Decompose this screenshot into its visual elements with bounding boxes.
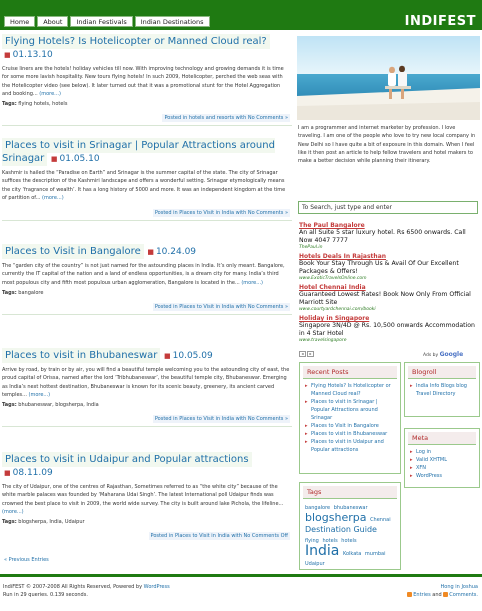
category-link[interactable]: Places to Visit in India — [179, 210, 235, 217]
tag-link[interactable]: hotels — [341, 538, 357, 544]
posted-in-label: Posted in — [154, 303, 178, 310]
ad-prev-icon[interactable]: ◂ — [299, 351, 306, 357]
meta-link-xhtml[interactable]: ▸ Valid XHTML — [410, 456, 474, 464]
recent-post-link[interactable]: ▸ Flying Hotels? Is Hotelicopter or Manned Cloud real? — [305, 382, 395, 398]
tags-widget — [299, 482, 401, 570]
recent-post-link[interactable]: ▸ Places to visit in Udaipur and Popular attractions — [305, 438, 395, 454]
ad-next-icon[interactable]: ▸ — [307, 351, 314, 357]
post-date-text: 10.05.09 — [172, 351, 213, 361]
about-text: I am a programmer and internet marketer by profession. I love traveling. I am one of the people who love to try new local company in New Delhi so I have quite a bit of exposure in this domain. When I feel like it then post an article to help fellow travelers and hotel makers to make a better decision while planning their itinerary. — [298, 125, 476, 165]
meta-widget — [404, 428, 480, 488]
ad-text: An all Suite 5 star luxury hotel. Rs 6500 onwards. Call Now 4047 7777 — [299, 229, 466, 244]
read-more-link[interactable]: (more...) — [42, 194, 64, 201]
site-title[interactable]: INDIFEST — [404, 14, 476, 29]
tag-link[interactable]: mumbai — [364, 551, 386, 557]
post-meta — [2, 208, 292, 218]
posts-column — [2, 36, 292, 572]
ad-text: Guaranteed Lowest Rates! Book Now Only From Official Marriott Site — [299, 291, 471, 306]
previous-entries-link[interactable]: « Previous Entries — [4, 557, 49, 563]
with-label: with — [235, 303, 247, 310]
read-more-link[interactable]: (more...) — [2, 508, 24, 515]
ads-by-label: Ads by — [423, 353, 439, 358]
footer-credits — [3, 583, 170, 599]
recent-post-link[interactable]: ▸ Places to Visit in Bangalore — [305, 422, 395, 430]
ad-item[interactable] — [299, 284, 479, 312]
ads-by-google[interactable] — [423, 351, 463, 358]
post-title-link[interactable]: Places to visit in Srinagar | Popular Attractions around Srinagar — [2, 140, 275, 164]
ad-url[interactable]: www.ExoticTravelsOnline.com — [299, 276, 367, 281]
category-link[interactable]: Places to Visit in India — [179, 303, 235, 310]
comments-link[interactable]: No Comments Off — [243, 533, 288, 540]
post — [2, 36, 292, 132]
ad-url[interactable]: ThePaul.in — [299, 245, 323, 250]
tag-link[interactable]: Destination Guide — [305, 525, 377, 534]
post-meta — [2, 302, 292, 312]
post-title-link[interactable]: Places to visit in Bhubaneswar — [2, 348, 160, 363]
tag-link[interactable]: Kolkata — [342, 551, 362, 557]
post-excerpt-text: The city of Udaipur, one of the centres of Rajasthan, Sometimes referred to as “the white city” because of the white marble palaces was founded by ‘Maharana Udai Singh’. The latest International poll Udaipur finds was crowned the best place to visit in 2009, the world wide survey. The city is built around lake Pichola, the lifeline... — [2, 484, 284, 507]
search-input[interactable] — [298, 201, 478, 214]
tag-link[interactable]: Chennai — [370, 517, 391, 523]
nav-tabs — [4, 16, 210, 27]
comments-link[interactable]: No Comments » — [247, 210, 288, 217]
tag-link[interactable]: flying — [305, 538, 319, 544]
meta-link-xfn[interactable]: ▸ XFN — [410, 464, 474, 472]
post-date-text: 01.05.10 — [59, 154, 100, 164]
post — [2, 350, 292, 446]
tags-label: Tags: — [2, 289, 17, 296]
ad-text: Singapore 3N/4D @ Rs. 10,500 onwards Accommodation in 4 Star Hotel — [299, 322, 475, 337]
divider — [2, 220, 292, 221]
ad-title-link[interactable]: Hotels Deals In Rajasthan — [299, 253, 387, 260]
divider — [2, 125, 292, 126]
theme-credit-link[interactable]: Hong in Joshua — [440, 584, 478, 590]
comments-link[interactable]: No Comments » — [247, 303, 288, 310]
post-date-text: 08.11.09 — [12, 468, 53, 478]
tag-link[interactable]: bhubaneswar — [333, 505, 368, 511]
read-more-link[interactable]: (more...) — [28, 391, 51, 398]
ad-item[interactable] — [299, 222, 479, 250]
header-photo — [297, 36, 480, 120]
post-tags — [2, 402, 292, 408]
recent-post-link[interactable]: ▸ Places to visit in Bhubaneswar — [305, 430, 395, 438]
post-excerpt-text: Kashmir is hailed the “Paradise on Earth” and Srinagar is the summer capital of the state. The city of Srinagar suffices the description of the Kashmiri landscape and offers a wonderful setting. Srinagar etymologically means the city ‘fragrance of wealth’. It has a long history of 5000 and more. It was an independent kingdom at the time of partition of... — [2, 170, 286, 201]
entries-rss-link[interactable]: Entries — [413, 592, 431, 598]
with-label: with — [235, 115, 247, 122]
tag-cloud — [300, 501, 400, 571]
post-excerpt — [2, 366, 292, 399]
posted-in-label: Posted in — [154, 210, 178, 217]
tags-label: Tags: — [2, 402, 17, 409]
category-link[interactable]: Places to Visit in India — [179, 416, 235, 423]
post — [2, 140, 292, 238]
tags-label: Tags: — [2, 519, 17, 526]
tag-link[interactable]: blogsherpa — [305, 511, 367, 524]
comments-link[interactable]: No Comments » — [247, 416, 288, 423]
post-meta — [2, 113, 292, 123]
post-meta — [2, 531, 292, 541]
widget-title: Meta — [408, 432, 476, 445]
post-date: ■ 10.24.09 — [147, 247, 197, 257]
post-excerpt — [2, 169, 292, 202]
wordpress-link[interactable]: WordPress — [143, 584, 170, 590]
post-excerpt — [2, 65, 292, 98]
tags-label: Tags: — [2, 101, 17, 108]
tag-link[interactable]: hotels — [322, 538, 338, 544]
ad-title-link[interactable]: Hotel Chennai India — [299, 284, 366, 291]
tab-about[interactable]: About — [37, 16, 68, 27]
divider — [2, 314, 292, 315]
meta-link-login[interactable]: ▸ Log in — [410, 448, 474, 456]
and-label: and — [432, 592, 442, 598]
divider — [2, 426, 292, 427]
posted-in-label: Posted in — [154, 416, 178, 423]
widget-title: Blogroll — [408, 366, 476, 379]
post-date: ■ 10.05.09 — [164, 351, 213, 361]
widget-title: Tags — [303, 486, 397, 499]
posted-in-label: Posted in — [164, 115, 188, 122]
ad-title-link[interactable]: Holiday in Singapore — [299, 315, 370, 322]
footer-feeds — [407, 583, 478, 599]
with-label: with — [235, 416, 247, 423]
post-excerpt — [2, 483, 292, 516]
comments-link[interactable]: No Comments » — [247, 115, 288, 122]
tags-list[interactable]: bangalore — [18, 289, 44, 296]
ad-item[interactable] — [299, 315, 479, 343]
category-link[interactable]: hotels and resorts — [188, 115, 235, 122]
post — [2, 454, 292, 564]
query-stats: Run in 29 queries. 0.139 seconds. — [3, 592, 88, 598]
ad-url[interactable]: www.travelsingapore — [299, 338, 347, 343]
ad-url[interactable]: www.courtyardchennai.com/booki — [299, 307, 376, 312]
tab-indian-festivals[interactable]: Indian Festivals — [70, 16, 132, 27]
beach-couple-illustration — [297, 36, 480, 120]
recent-post-link[interactable]: ▸ Places to visit in Srinagar | Popular Attractions around Srinagar — [305, 398, 395, 422]
recent-posts-widget — [299, 362, 401, 474]
blogroll-link[interactable]: ▸ India Info Blogs blog Travel Directory — [410, 382, 474, 398]
post-excerpt — [2, 262, 292, 287]
post-tags — [2, 290, 292, 296]
post-date: ■ 01.13.10 — [4, 50, 53, 60]
blogroll-widget — [404, 362, 480, 417]
post-tags — [2, 101, 292, 107]
tab-home[interactable]: Home — [4, 16, 35, 27]
post-date: ■ 08.11.09 — [4, 468, 53, 478]
post-date-text: 01.13.10 — [12, 50, 53, 60]
rss-icon — [407, 592, 412, 597]
top-navbar — [0, 0, 482, 30]
ad-pager — [299, 351, 314, 357]
post-excerpt-text: Cruise liners are the hotels! holiday vehicles till now. With improving technology and growing demands it is time for some more lavish hospitality. New tours flying hotels! In such 2009, Hotelicopter, perched the web seas with the Hotelicopter video (see below). It later turned out that it was a promotional stunt for the Hotel Aggregation and booking... — [2, 66, 284, 97]
posted-in-label: Posted in — [150, 533, 174, 540]
post-date: ■ 01.05.10 — [50, 154, 100, 164]
category-link[interactable]: Places to Visit in India — [174, 533, 230, 540]
ad-title-link[interactable]: The Paul Bangalore — [299, 222, 365, 229]
post-excerpt-text: Arrive by road, by train or by air, you will find a beautiful temple welcoming you to the astounding city of east, the proud capital of Orissa, named after the lord ‘Tribhubaneswar’, the beautiful temple city, Bhubaneswar. Emerging as India’s next hottest destination, Bhubaneswar is known for its scenic beauty, greenery, its ancient carved temples... — [2, 367, 290, 398]
meta-link-wordpress[interactable]: ▸ WordPress — [410, 472, 474, 480]
post-title-link[interactable]: Flying Hotels? Is Hotelicopter or Manned Cloud real? — [2, 34, 270, 49]
tab-indian-destinations[interactable]: Indian Destinations — [135, 16, 210, 27]
post-tags — [2, 519, 292, 525]
post-title-link[interactable]: Places to visit in Udaipur and Popular attractions — [2, 452, 252, 467]
post-excerpt-text: The “garden city of the country” is not just named for the astounding places in India. It’s only meant. Bangalore, currently the IT capital of the nation and a land of endless opportunities, is a dream city for many. India’s third most populous city and fifth most populous urban agglomeration, Bangalore is located in the... — [2, 263, 285, 286]
widget-title: Recent Posts — [303, 366, 397, 379]
ad-text: Book Your Stay Through Us & Avail Of Our Excellent Packages & Offers! — [299, 260, 459, 275]
read-more-link[interactable]: (more...) — [39, 90, 61, 97]
tag-link[interactable]: India — [305, 543, 340, 559]
ad-item[interactable] — [299, 253, 479, 281]
read-more-link[interactable]: (more...) — [241, 279, 263, 286]
copyright-text: IndiFEST © 2007-2008 All Rights Reserved, Powered by — [3, 584, 143, 590]
tags-list[interactable]: flying hotels, hotels — [18, 101, 68, 108]
rss-icon — [443, 592, 448, 597]
sponsored-ads — [299, 222, 479, 346]
post — [2, 246, 292, 342]
comments-rss-link[interactable]: Comments. — [449, 592, 478, 598]
tag-link[interactable]: bangalore — [305, 505, 331, 511]
search-placeholder: To Search, just type and enter — [302, 204, 393, 211]
with-label: with — [231, 533, 242, 540]
footer — [0, 574, 482, 611]
post-meta — [2, 414, 292, 424]
tags-list[interactable]: blogsherpa, India, Udaipur — [18, 519, 85, 526]
tag-link[interactable]: Udaipur — [305, 561, 325, 567]
post-date-text: 10.24.09 — [155, 247, 197, 257]
google-logo: Google — [439, 351, 464, 358]
tags-list[interactable]: bhubaneswar, blogsherpa, India — [18, 402, 99, 409]
post-title-link[interactable]: Places to Visit in Bangalore — [2, 244, 144, 259]
with-label: with — [235, 210, 247, 217]
